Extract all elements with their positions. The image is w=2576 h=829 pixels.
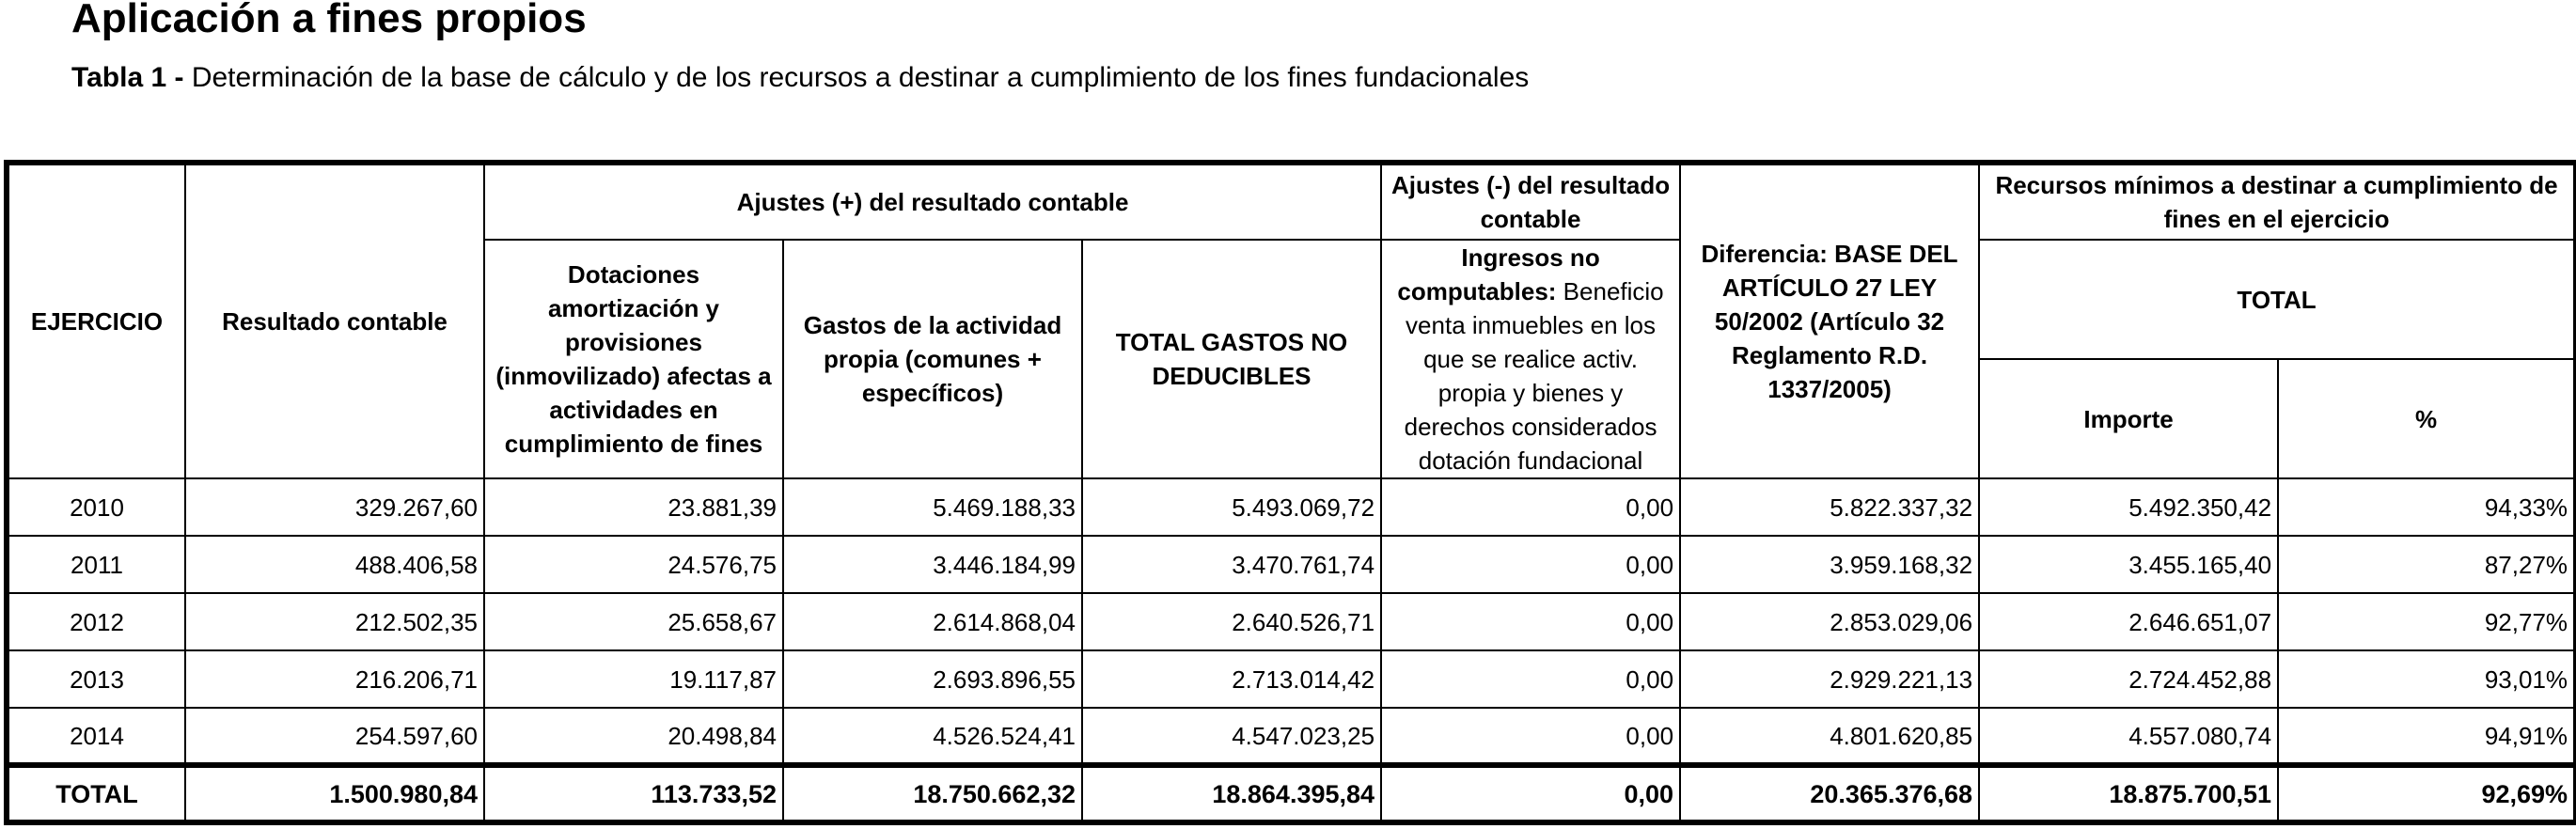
fines-table [4, 160, 2576, 825]
cell-total-gastos: 2.640.526,71 [1082, 593, 1381, 650]
cell-total-gastos: 4.547.023,25 [1082, 708, 1381, 765]
cell-dotaciones: 20.498,84 [484, 708, 783, 765]
cell-ejercicio: 2010 [7, 478, 185, 536]
header-resultado-contable: Resultado contable [185, 163, 484, 478]
cell-ejercicio: 2013 [7, 650, 185, 708]
header-importe: Importe [1979, 359, 2278, 478]
cell-ejercicio: 2011 [7, 536, 185, 593]
table-total-row [7, 765, 2576, 822]
cell-resultado: 216.206,71 [185, 650, 484, 708]
cell-ingresos-no-computables: 0,00 [1381, 593, 1680, 650]
cell-total-gastos: 18.864.395,84 [1082, 765, 1381, 822]
cell-diferencia: 2.929.221,13 [1680, 650, 1979, 708]
cell-total-gastos: 3.470.761,74 [1082, 536, 1381, 593]
cell-diferencia: 2.853.029,06 [1680, 593, 1979, 650]
cell-importe: 3.455.165,40 [1979, 536, 2278, 593]
cell-importe: 18.875.700,51 [1979, 765, 2278, 822]
page-title: Aplicación a fines propios [71, 0, 587, 41]
cell-importe: 4.557.080,74 [1979, 708, 2278, 765]
table-caption [71, 60, 1529, 96]
cell-gastos-actividad: 3.446.184,99 [783, 536, 1082, 593]
header-ajustes-negativos: Ajustes (-) del resultado contable [1381, 163, 1680, 240]
cell-dotaciones: 25.658,67 [484, 593, 783, 650]
cell-ejercicio: 2014 [7, 708, 185, 765]
cell-ingresos-no-computables: 0,00 [1381, 536, 1680, 593]
cell-diferencia: 3.959.168,32 [1680, 536, 1979, 593]
cell-ejercicio: 2012 [7, 593, 185, 650]
cell-resultado: 254.597,60 [185, 708, 484, 765]
cell-dotaciones: 24.576,75 [484, 536, 783, 593]
cell-percent: 87,27% [2278, 536, 2576, 593]
header-diferencia-base: Diferencia: BASE DEL ARTÍCULO 27 LEY 50/2002 (Artículo 32 Reglamento R.D. 1337/2005) [1680, 163, 1979, 478]
header-total-gastos-no-deducibles: TOTAL GASTOS NO DEDUCIBLES [1082, 240, 1381, 478]
cell-importe: 2.646.651,07 [1979, 593, 2278, 650]
table-caption-lead: Tabla 1 - [71, 62, 184, 93]
cell-diferencia: 5.822.337,32 [1680, 478, 1979, 536]
cell-gastos-actividad: 4.526.524,41 [783, 708, 1082, 765]
cell-diferencia: 4.801.620,85 [1680, 708, 1979, 765]
cell-ingresos-no-computables: 0,00 [1381, 765, 1680, 822]
header-ingresos-no-computables [1381, 240, 1680, 478]
cell-total-gastos: 5.493.069,72 [1082, 478, 1381, 536]
cell-resultado: 488.406,58 [185, 536, 484, 593]
cell-percent: 93,01% [2278, 650, 2576, 708]
cell-ejercicio: TOTAL [7, 765, 185, 822]
cell-percent: 92,77% [2278, 593, 2576, 650]
cell-gastos-actividad: 2.614.868,04 [783, 593, 1082, 650]
cell-dotaciones: 113.733,52 [484, 765, 783, 822]
cell-gastos-actividad: 5.469.188,33 [783, 478, 1082, 536]
cell-dotaciones: 19.117,87 [484, 650, 783, 708]
header-dotaciones: Dotaciones amortización y provisiones (inmovilizado) afectas a actividades en cumplimiento de fines [484, 240, 783, 478]
cell-importe: 2.724.452,88 [1979, 650, 2278, 708]
cell-resultado: 329.267,60 [185, 478, 484, 536]
cell-diferencia: 20.365.376,68 [1680, 765, 1979, 822]
table-row [7, 536, 2576, 593]
cell-percent: 94,91% [2278, 708, 2576, 765]
header-gastos-actividad: Gastos de la actividad propia (comunes + específicos) [783, 240, 1082, 478]
cell-percent: 94,33% [2278, 478, 2576, 536]
header-percent: % [2278, 359, 2576, 478]
table-row [7, 478, 2576, 536]
cell-dotaciones: 23.881,39 [484, 478, 783, 536]
cell-ingresos-no-computables: 0,00 [1381, 650, 1680, 708]
header-total: TOTAL [1979, 240, 2576, 359]
table-row [7, 650, 2576, 708]
cell-ingresos-no-computables: 0,00 [1381, 478, 1680, 536]
table-row [7, 593, 2576, 650]
cell-ingresos-no-computables: 0,00 [1381, 708, 1680, 765]
table-caption-text: Determinación de la base de cálculo y de los recursos a destinar a cumplimiento de los fines fundacionales [191, 62, 1530, 93]
cell-resultado: 1.500.980,84 [185, 765, 484, 822]
cell-total-gastos: 2.713.014,42 [1082, 650, 1381, 708]
cell-percent: 92,69% [2278, 765, 2576, 822]
header-ingresos-bold: Ingresos no computables: [1397, 243, 1600, 305]
header-ajustes-positivos: Ajustes (+) del resultado contable [484, 163, 1381, 240]
header-recursos-minimos: Recursos mínimos a destinar a cumplimiento de fines en el ejercicio [1979, 163, 2576, 240]
cell-gastos-actividad: 18.750.662,32 [783, 765, 1082, 822]
cell-gastos-actividad: 2.693.896,55 [783, 650, 1082, 708]
table-row [7, 708, 2576, 765]
cell-importe: 5.492.350,42 [1979, 478, 2278, 536]
header-ingresos-rest: Beneficio venta inmuebles en los que se realice activ. propia y bienes y derechos considerados dotación fundacional [1404, 277, 1664, 475]
header-ejercicio: EJERCICIO [7, 163, 185, 478]
cell-resultado: 212.502,35 [185, 593, 484, 650]
